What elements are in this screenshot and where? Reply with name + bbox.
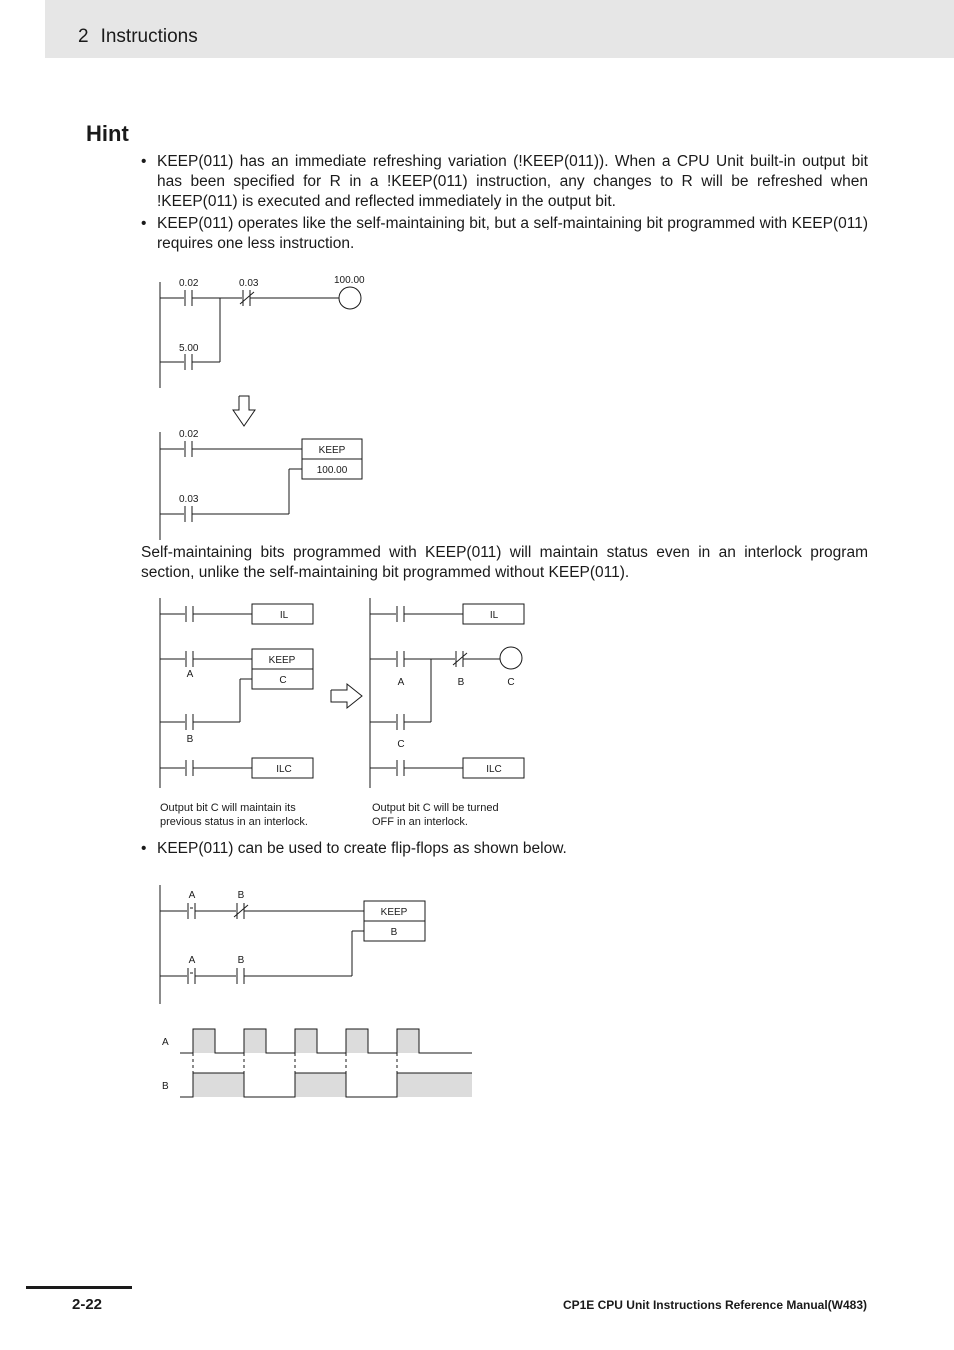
contact-label: B (237, 955, 245, 966)
chapter-number: 2 (78, 26, 89, 47)
contact-label: A (188, 890, 196, 901)
contact-label: B (457, 677, 465, 688)
hint-heading: Hint (86, 121, 129, 146)
contact-label: 0.03 (239, 278, 259, 289)
ilc-label: ILC (486, 764, 502, 775)
caption-line: OFF in an interlock. (372, 816, 468, 828)
caption-line: Output bit C will maintain its (160, 802, 296, 814)
bullet-text-1: KEEP(011) has an immediate refreshing variation (!KEEP(011)). When a CPU Unit built-in output bit has been specified for R in a !KEEP(011) instruction, any changes to R will be refreshed when !KEEP(011) is executed and reflected immediately in the output bit. (157, 153, 868, 210)
chapter-title: Instructions (100, 26, 198, 47)
page-number: 2-22 (72, 1296, 103, 1313)
ilc-label: ILC (276, 764, 292, 775)
contact-label: 5.00 (179, 343, 199, 354)
keep-operand: C (279, 675, 287, 686)
output-label: 100.00 (334, 275, 365, 286)
contact-label: C (397, 739, 405, 750)
timing-label-b: B (162, 1081, 169, 1092)
contact-label: 0.03 (179, 494, 199, 505)
il-label: IL (279, 610, 289, 621)
interlock-paragraph: Self-maintaining bits programmed with KEEP(011) will maintain status even in an interlock program section, unlike the self-maintaining bit programmed without KEEP(011). (141, 544, 868, 581)
keep-instruction: KEEP (318, 445, 346, 456)
contact-label: B (237, 890, 245, 901)
bullet-text-3: KEEP(011) can be used to create flip-flops as shown below. (157, 840, 567, 857)
manual-title: CP1E CPU Unit Instructions Reference Manual(W483) (562, 1298, 867, 1312)
keep-instruction: KEEP (380, 907, 408, 918)
contact-label: A (188, 955, 196, 966)
keep-instruction: KEEP (268, 655, 296, 666)
keep-operand: B (390, 927, 398, 938)
contact-label: 0.02 (179, 429, 199, 440)
bullet-marker: • (141, 840, 147, 857)
contact-label: A (397, 677, 405, 688)
output-label: C (507, 677, 515, 688)
footer-rule (26, 1286, 132, 1289)
contact-label: B (186, 734, 194, 745)
contact-label: A (186, 669, 194, 680)
keep-operand: 100.00 (316, 465, 348, 476)
timing-label-a: A (162, 1037, 169, 1048)
contact-label: 0.02 (179, 278, 199, 289)
bullet-marker: • (141, 153, 147, 170)
bullet-marker: • (141, 215, 147, 232)
caption-line: previous status in an interlock. (160, 816, 308, 828)
il-label: IL (489, 610, 499, 621)
caption-line: Output bit C will be turned (372, 802, 499, 814)
bullet-text-2: KEEP(011) operates like the self-maintaining bit, but a self-maintaining bit programmed with KEEP(011) requires one less instruction. (157, 215, 868, 252)
